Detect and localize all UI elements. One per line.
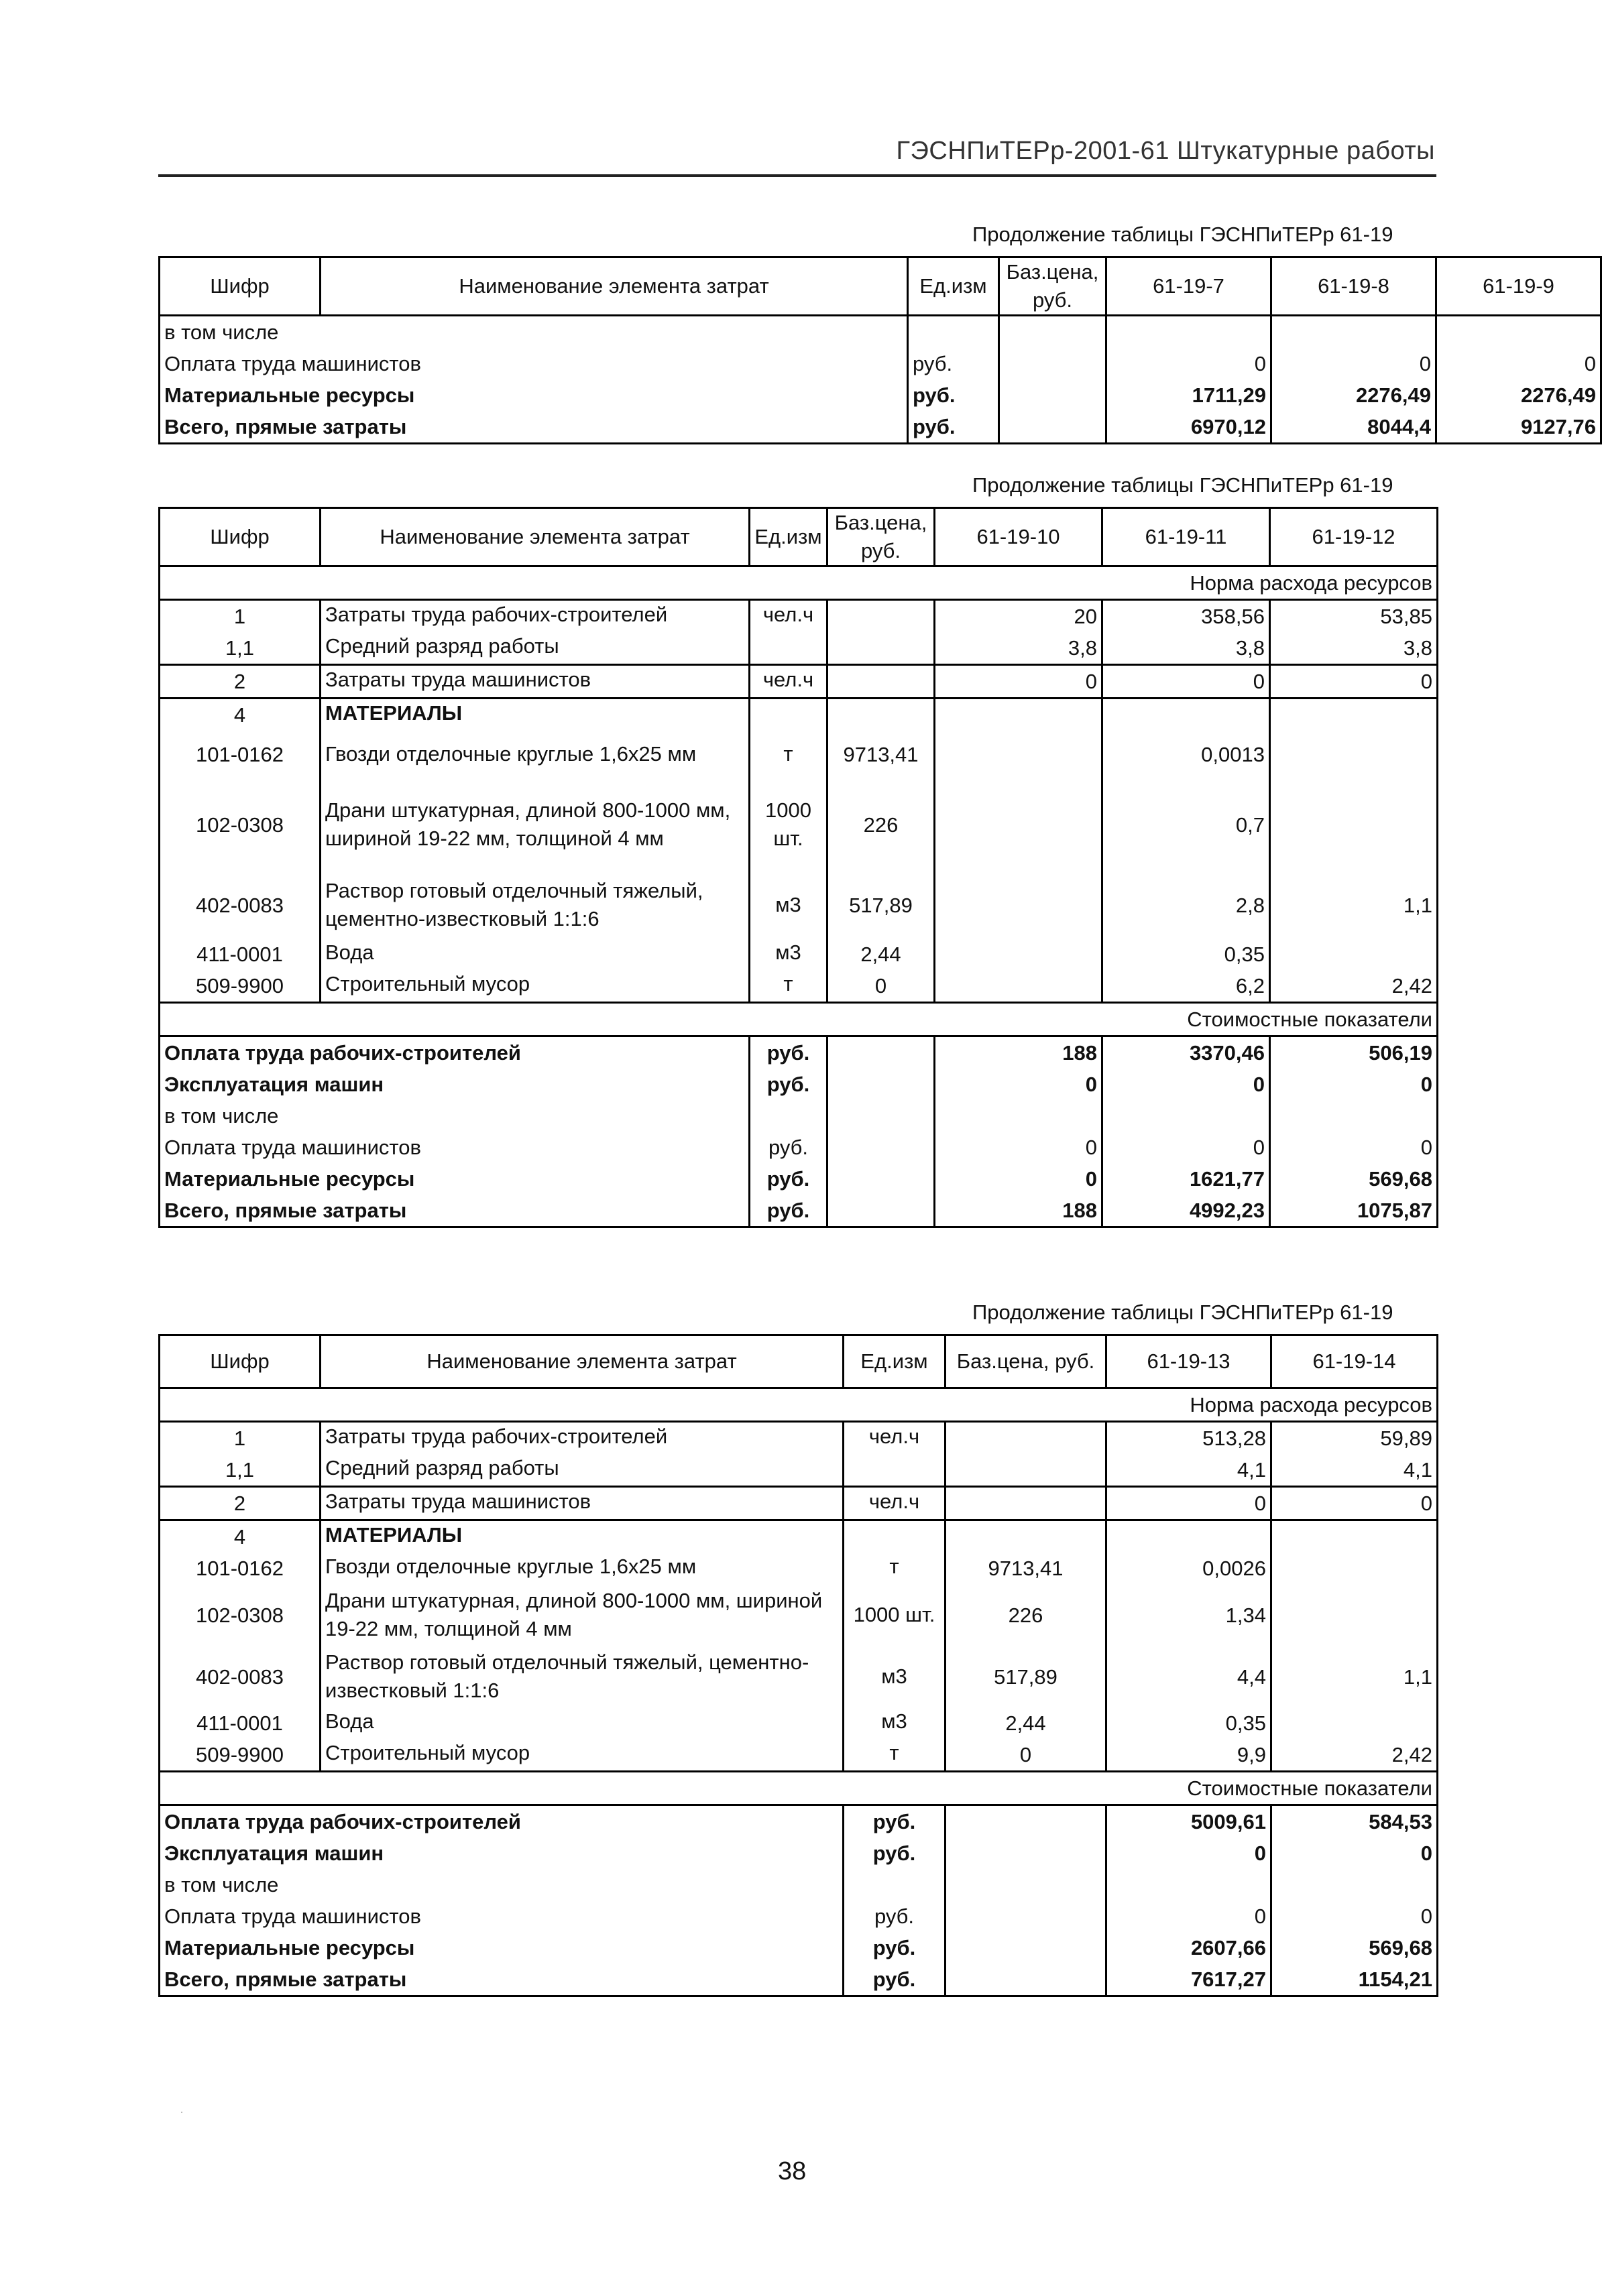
cost-name: Оплата труда машинистов [160,1132,750,1163]
table-row [160,1036,1438,1069]
table-row [160,379,1601,411]
resource-unit: чел.ч [844,1487,946,1520]
resource-name: Гвозди отделочные круглые 1,6х25 мм [321,731,750,778]
table2-head-col3: 61-19-12 [1270,508,1438,566]
table-row [160,1963,1438,1996]
table2-head-col1: 61-19-10 [935,508,1102,566]
price-cell [946,1837,1106,1869]
unit-cell: руб. [844,1837,946,1869]
value-cell: 358,56 [1102,600,1270,633]
value-cell: 0 [1102,1069,1270,1100]
value-cell [935,731,1102,778]
price-cell [999,411,1106,444]
value-cell: 0 [1270,1132,1438,1163]
resource-name: МАТЕРИАЛЫ [321,1520,844,1553]
resource-price [946,1487,1106,1520]
resource-price: 517,89 [827,871,935,939]
unit-cell: руб. [844,1900,946,1932]
table-row [160,1163,1438,1195]
table2-caption: Продолжение таблицы ГЭСНПиТЕРр 61-19 [972,473,1393,497]
value-cell: 0 [1102,1132,1270,1163]
price-cell [999,316,1106,349]
table3-head-col1: 61-19-13 [1106,1335,1271,1388]
value-cell [935,871,1102,939]
value-cell: 0 [1271,1837,1438,1869]
norma-label: Норма расхода ресурсов [160,1388,1438,1422]
resource-code: 509-9900 [160,1739,321,1772]
value-cell: 5009,61 [1106,1805,1271,1838]
resource-unit: т [750,731,827,778]
value-cell: 569,68 [1270,1163,1438,1195]
resource-code: 1,1 [160,1454,321,1487]
value-cell: 6,2 [1102,970,1270,1003]
value-cell: 9,9 [1106,1739,1271,1772]
value-cell: 0 [1436,348,1601,379]
resource-unit: 1000 шт. [750,778,827,871]
value-cell: 0,35 [1102,939,1270,970]
resource-unit [750,632,827,665]
value-cell [1271,1553,1438,1584]
resource-code: 1 [160,600,321,633]
resource-name: Строительный мусор [321,1739,844,1772]
table-row [160,1132,1438,1163]
table3-caption: Продолжение таблицы ГЭСНПиТЕРр 61-19 [972,1301,1393,1324]
price-cell [827,1163,935,1195]
resource-price: 2,44 [827,939,935,970]
table3-head-col2: 61-19-14 [1271,1335,1438,1388]
cost-label: Стоимостные показатели [160,1772,1438,1805]
resource-price [946,1454,1106,1487]
table-row [160,1707,1438,1739]
value-cell: 584,53 [1271,1805,1438,1838]
price-cell [827,1100,935,1132]
table3 [158,1334,1438,1997]
value-cell [935,970,1102,1003]
value-cell [935,1100,1102,1132]
resource-code: 101-0162 [160,1553,321,1584]
value-cell [1270,731,1438,778]
price-cell [827,1069,935,1100]
table-row [160,1900,1438,1932]
resource-unit: м3 [750,939,827,970]
resource-code: 4 [160,699,321,731]
table-row [160,731,1438,778]
value-cell: 0 [935,1069,1102,1100]
page-header-title: ГЭСНПиТЕРр-2001-61 Штукатурные работы [896,137,1435,165]
value-cell: 0 [935,1163,1102,1195]
resource-unit: чел.ч [844,1422,946,1455]
value-cell: 0 [935,665,1102,699]
value-cell: 2276,49 [1271,379,1436,411]
resource-name: Драни штукатурная, длиной 800-1000 мм, шириной 19-22 мм, толщиной 4 мм [321,1584,844,1646]
value-cell [1102,699,1270,731]
table-row [160,699,1438,731]
resource-price: 9713,41 [946,1553,1106,1584]
table-row [160,1739,1438,1772]
value-cell: 8044,4 [1271,411,1436,444]
value-cell: 0 [1270,1069,1438,1100]
value-cell: 0 [1106,1837,1271,1869]
value-cell [1106,1520,1271,1553]
cost-name: Эксплуатация машин [160,1069,750,1100]
price-cell [946,1963,1106,1996]
value-cell: 569,68 [1271,1932,1438,1963]
value-cell: 3,8 [1102,632,1270,665]
table-row [160,1487,1438,1520]
unit-cell: руб. [750,1069,827,1100]
value-cell: 53,85 [1270,600,1438,633]
value-cell: 4,1 [1271,1454,1438,1487]
table-row [160,1646,1438,1707]
value-cell [1271,1707,1438,1739]
table2-head-code: Шифр [160,508,321,566]
resource-name: Гвозди отделочные круглые 1,6х25 мм [321,1553,844,1584]
table-row [160,1195,1438,1227]
price-cell [946,1900,1106,1932]
table3-head-price: Баз.цена, руб. [946,1335,1106,1388]
norma-row [160,566,1438,600]
table2-head-name: Наименование элемента затрат [321,508,750,566]
table-row [160,411,1601,444]
unit-cell [908,316,999,349]
table-row [160,348,1601,379]
resource-code: 4 [160,1520,321,1553]
table2-head-col2: 61-19-11 [1102,508,1270,566]
value-cell [1436,316,1601,349]
resource-name: МАТЕРИАЛЫ [321,699,750,731]
resource-name: Вода [321,1707,844,1739]
resource-unit: т [844,1553,946,1584]
resource-name: Затраты труда машинистов [321,1487,844,1520]
value-cell: 0 [1106,348,1271,379]
resource-price: 0 [946,1739,1106,1772]
table2 [158,507,1438,1228]
value-cell: 2276,49 [1436,379,1601,411]
value-cell: 1621,77 [1102,1163,1270,1195]
unit-cell: руб. [844,1805,946,1838]
price-cell [946,1869,1106,1900]
table-row [160,1553,1438,1584]
value-cell: 3370,46 [1102,1036,1270,1069]
value-cell: 1,1 [1270,871,1438,939]
table1-head-col2: 61-19-8 [1271,257,1436,316]
resource-code: 2 [160,1487,321,1520]
resource-unit: м3 [844,1707,946,1739]
resource-code: 411-0001 [160,1707,321,1739]
table2-head-price: Баз.цена, руб. [827,508,935,566]
table-row [160,316,1601,349]
unit-cell: руб. [750,1132,827,1163]
price-cell [946,1805,1106,1838]
cost-name: Материальные ресурсы [160,1932,844,1963]
resource-price: 2,44 [946,1707,1106,1739]
value-cell [1271,1869,1438,1900]
resource-price: 226 [827,778,935,871]
table-row [160,665,1438,699]
cost-name: Всего, прямые затраты [160,1195,750,1227]
resource-name: Затраты труда рабочих-строителей [321,1422,844,1455]
value-cell: 1,34 [1106,1584,1271,1646]
table3-head-unit: Ед.изм [844,1335,946,1388]
value-cell: 2,42 [1271,1739,1438,1772]
resource-unit: м3 [844,1646,946,1707]
cost-name: Всего, прямые затраты [160,411,908,444]
table3-head-name: Наименование элемента затрат [321,1335,844,1388]
value-cell: 0 [1271,348,1436,379]
resource-price [827,632,935,665]
unit-cell [844,1869,946,1900]
unit-cell: руб. [750,1036,827,1069]
value-cell: 0 [1271,1487,1438,1520]
cost-name: Оплата труда машинистов [160,1900,844,1932]
unit-cell: руб. [908,411,999,444]
price-cell [827,1195,935,1227]
value-cell: 0,7 [1102,778,1270,871]
table-row [160,1069,1438,1100]
value-cell [1270,778,1438,871]
resource-name: Драни штукатурная, длиной 800-1000 мм, шириной 19-22 мм, толщиной 4 мм [321,778,750,871]
table1-head-col1: 61-19-7 [1106,257,1271,316]
value-cell: 0 [935,1132,1102,1163]
value-cell: 0 [1106,1487,1271,1520]
resource-price [827,699,935,731]
resource-code: 102-0308 [160,778,321,871]
resource-price [827,665,935,699]
value-cell [1271,1584,1438,1646]
value-cell: 188 [935,1036,1102,1069]
value-cell: 0 [1102,665,1270,699]
value-cell: 1711,29 [1106,379,1271,411]
resource-code: 402-0083 [160,1646,321,1707]
resource-code: 1,1 [160,632,321,665]
cost-name: Оплата труда рабочих-строителей [160,1036,750,1069]
table1-head-price: Баз.цена, руб. [999,257,1106,316]
norma-label: Норма расхода ресурсов [160,566,1438,600]
resource-price: 9713,41 [827,731,935,778]
table-row [160,939,1438,970]
value-cell: 4,1 [1106,1454,1271,1487]
table1-head-name: Наименование элемента затрат [321,257,908,316]
resource-unit: 1000 шт. [844,1584,946,1646]
resource-code: 402-0083 [160,871,321,939]
resource-code: 102-0308 [160,1584,321,1646]
table-row [160,1932,1438,1963]
resource-unit: чел.ч [750,665,827,699]
unit-cell: руб. [750,1163,827,1195]
value-cell [1106,316,1271,349]
price-cell [999,379,1106,411]
resource-price: 517,89 [946,1646,1106,1707]
table3-head-code: Шифр [160,1335,321,1388]
resource-unit [750,699,827,731]
value-cell: 0 [1270,665,1438,699]
cost-name: Всего, прямые затраты [160,1963,844,1996]
cost-name: Материальные ресурсы [160,1163,750,1195]
value-cell: 513,28 [1106,1422,1271,1455]
value-cell [1270,699,1438,731]
table2-head-unit: Ед.изм [750,508,827,566]
table-row [160,632,1438,665]
table1-head-col3: 61-19-9 [1436,257,1601,316]
value-cell: 3,8 [935,632,1102,665]
value-cell: 506,19 [1270,1036,1438,1069]
resource-code: 509-9900 [160,970,321,1003]
value-cell [935,778,1102,871]
table-row [160,1805,1438,1838]
table-row [160,1100,1438,1132]
value-cell [1102,1100,1270,1132]
cost-name: Оплата труда машинистов [160,348,908,379]
value-cell: 1154,21 [1271,1963,1438,1996]
cost-label: Стоимостные показатели [160,1003,1438,1036]
table-row [160,1584,1438,1646]
value-cell: 9127,76 [1436,411,1601,444]
price-cell [827,1036,935,1069]
resource-price [946,1422,1106,1455]
value-cell [1270,1100,1438,1132]
value-cell: 0 [1271,1900,1438,1932]
value-cell: 20 [935,600,1102,633]
cost-row [160,1772,1438,1805]
table-row [160,1837,1438,1869]
resource-price: 0 [827,970,935,1003]
resource-code: 2 [160,665,321,699]
resource-unit: т [844,1739,946,1772]
unit-cell: руб. [908,379,999,411]
cost-name: в том числе [160,1869,844,1900]
value-cell: 6970,12 [1106,411,1271,444]
value-cell: 0 [1106,1900,1271,1932]
resource-name: Средний разряд работы [321,1454,844,1487]
table1-head-code: Шифр [160,257,321,316]
resource-unit [844,1454,946,1487]
value-cell: 0,35 [1106,1707,1271,1739]
resource-name: Строительный мусор [321,970,750,1003]
resource-code: 411-0001 [160,939,321,970]
table-row [160,970,1438,1003]
resource-name: Затраты труда машинистов [321,665,750,699]
value-cell [935,699,1102,731]
unit-cell: руб. [908,348,999,379]
value-cell: 2,42 [1270,970,1438,1003]
table-row [160,778,1438,871]
resource-price [827,600,935,633]
unit-cell: руб. [844,1932,946,1963]
table-row [160,1422,1438,1455]
value-cell: 1075,87 [1270,1195,1438,1227]
resource-unit [844,1520,946,1553]
value-cell: 4,4 [1106,1646,1271,1707]
value-cell: 2607,66 [1106,1932,1271,1963]
resource-unit: чел.ч [750,600,827,633]
unit-cell [750,1100,827,1132]
table1-head-unit: Ед.изм [908,257,999,316]
unit-cell: руб. [750,1195,827,1227]
table1 [158,256,1602,444]
table-row [160,600,1438,633]
table1-caption: Продолжение таблицы ГЭСНПиТЕРр 61-19 [972,223,1393,246]
resource-code: 1 [160,1422,321,1455]
cost-name: в том числе [160,316,908,349]
value-cell: 7617,27 [1106,1963,1271,1996]
value-cell: 0,0026 [1106,1553,1271,1584]
value-cell [1270,939,1438,970]
resource-unit: т [750,970,827,1003]
cost-name: Материальные ресурсы [160,379,908,411]
scan-mark [181,2112,182,2113]
resource-code: 101-0162 [160,731,321,778]
cost-name: в том числе [160,1100,750,1132]
value-cell [1271,1520,1438,1553]
unit-cell: руб. [844,1963,946,1996]
value-cell [935,939,1102,970]
cost-name: Оплата труда рабочих-строителей [160,1805,844,1838]
resource-name: Вода [321,939,750,970]
resource-unit: м3 [750,871,827,939]
page-number: 38 [778,2157,807,2185]
resource-name: Средний разряд работы [321,632,750,665]
value-cell: 59,89 [1271,1422,1438,1455]
resource-name: Раствор готовый отделочный тяжелый, цементно-известковый 1:1:6 [321,1646,844,1707]
value-cell: 0,0013 [1102,731,1270,778]
value-cell: 2,8 [1102,871,1270,939]
value-cell: 4992,23 [1102,1195,1270,1227]
value-cell [1106,1869,1271,1900]
price-cell [999,348,1106,379]
resource-price: 226 [946,1584,1106,1646]
price-cell [946,1932,1106,1963]
cost-name: Эксплуатация машин [160,1837,844,1869]
price-cell [827,1132,935,1163]
resource-name: Раствор готовый отделочный тяжелый, цементно-известковый 1:1:6 [321,871,750,939]
value-cell: 1,1 [1271,1646,1438,1707]
table-row [160,871,1438,939]
norma-row [160,1388,1438,1422]
table-row [160,1869,1438,1900]
header-rule [158,174,1436,177]
resource-name: Затраты труда рабочих-строителей [321,600,750,633]
value-cell: 3,8 [1270,632,1438,665]
cost-row [160,1003,1438,1036]
table-row [160,1454,1438,1487]
resource-price [946,1520,1106,1553]
table-row [160,1520,1438,1553]
value-cell [1271,316,1436,349]
value-cell: 188 [935,1195,1102,1227]
